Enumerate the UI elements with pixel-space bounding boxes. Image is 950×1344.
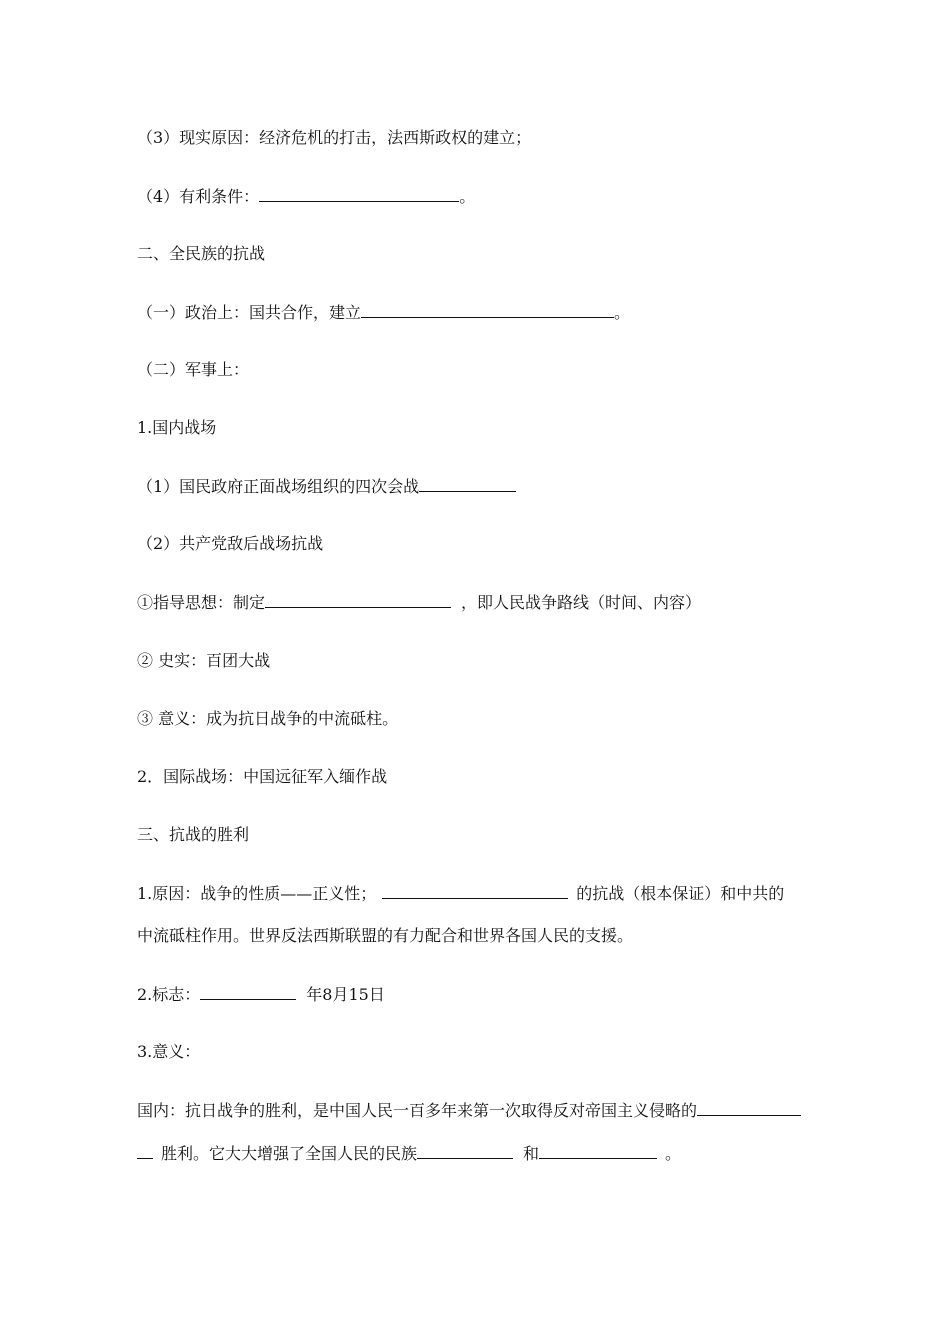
text: 和 bbox=[523, 1144, 540, 1163]
text: 三、抗战的胜利 bbox=[137, 825, 250, 844]
text: 3.意义： bbox=[137, 1042, 201, 1061]
fill-blank[interactable] bbox=[417, 1142, 513, 1159]
line-realistic-cause bbox=[137, 127, 531, 149]
section-heading-3 bbox=[137, 824, 249, 846]
fill-blank[interactable] bbox=[259, 185, 459, 202]
line-military bbox=[137, 359, 249, 381]
text: （4）有利条件： bbox=[137, 187, 260, 206]
fill-blank[interactable] bbox=[137, 1142, 153, 1159]
line-favorable-conditions bbox=[137, 185, 475, 208]
fill-blank[interactable] bbox=[539, 1142, 657, 1159]
text: 中流砥柱作用。世界反法西斯联盟的有力配合和世界各国人民的支援。 bbox=[137, 926, 634, 945]
text: （1）国民政府正面战场组织的四次会战 bbox=[137, 477, 420, 496]
text: ② 史实：百团大战 bbox=[137, 651, 271, 670]
text: 胜利。它大大增强了全国人民的民族 bbox=[161, 1144, 418, 1163]
line-domestic-significance-cont bbox=[137, 1142, 681, 1165]
text: ③ 意义：成为抗日战争的中流砥柱。 bbox=[137, 709, 399, 728]
fill-blank[interactable] bbox=[382, 882, 568, 899]
line-four-battles bbox=[137, 475, 516, 498]
text: 国内：抗日战争的胜利，是中国人民一百多年来第一次取得反对帝国主义侵略的 bbox=[137, 1101, 698, 1120]
line-political bbox=[137, 301, 630, 324]
line-victory-causes-cont bbox=[137, 925, 633, 947]
text: 2.标志： bbox=[137, 985, 201, 1004]
fill-blank[interactable] bbox=[697, 1099, 801, 1116]
line-historical-fact bbox=[137, 650, 270, 672]
text: （一）政治上：国共合作，建立 bbox=[137, 303, 362, 322]
text: （3）现实原因：经济危机的打击，法西斯政权的建立； bbox=[137, 128, 532, 147]
line-victory-causes bbox=[137, 882, 784, 905]
fill-blank[interactable] bbox=[419, 475, 516, 492]
fill-blank[interactable] bbox=[361, 301, 614, 318]
text: 。 bbox=[459, 187, 476, 206]
line-guiding-thought bbox=[137, 591, 701, 614]
text: 2．国际战场：中国远征军入缅作战 bbox=[137, 767, 388, 786]
text: ，即人民战争路线（时间、内容） bbox=[461, 593, 702, 612]
text: 年8月15日 bbox=[306, 985, 385, 1004]
text: 1.原因：战争的性质——正义性； bbox=[137, 884, 377, 903]
fill-blank[interactable] bbox=[265, 591, 451, 608]
line-rear-battlefield bbox=[137, 533, 323, 555]
section-heading-2 bbox=[137, 243, 265, 265]
line-victory-symbol bbox=[137, 983, 385, 1006]
text: 。 bbox=[665, 1144, 682, 1163]
text: （2）共产党敌后战场抗战 bbox=[137, 534, 324, 553]
text: 1.国内战场 bbox=[137, 418, 217, 437]
text: ①指导思想：制定 bbox=[137, 593, 266, 612]
line-international-battlefield bbox=[137, 766, 387, 788]
text: 二、全民族的抗战 bbox=[137, 244, 266, 263]
line-domestic-significance bbox=[137, 1099, 801, 1122]
fill-blank[interactable] bbox=[200, 983, 296, 1000]
text: 。 bbox=[614, 303, 631, 322]
text: （二）军事上： bbox=[137, 360, 250, 379]
text: 的抗战（根本保证）和中共的 bbox=[576, 884, 785, 903]
line-victory-significance bbox=[137, 1041, 200, 1063]
line-significance bbox=[137, 708, 398, 730]
line-domestic-battlefield bbox=[137, 417, 216, 439]
